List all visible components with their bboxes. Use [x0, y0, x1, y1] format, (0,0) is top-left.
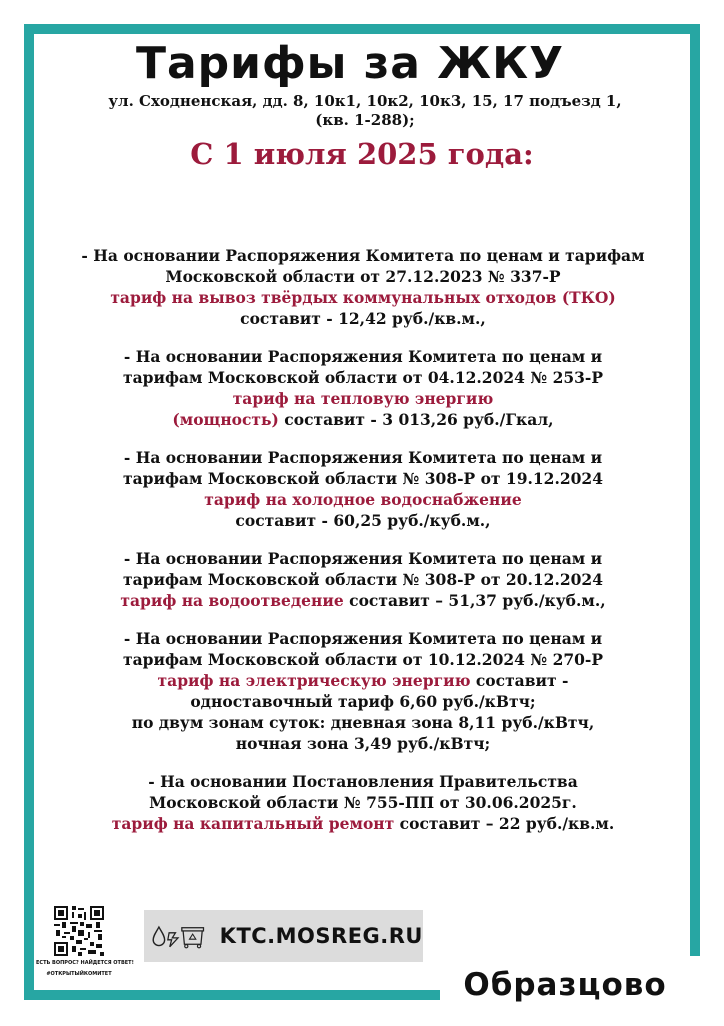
- tariff-name: тариф на водоотведение: [120, 591, 344, 610]
- tariff-value-line: [38, 670, 688, 691]
- tariff-name-cont: (мощность): [172, 410, 279, 429]
- tariff-line: Московской области от 27.12.2023 № 337-Р: [165, 267, 561, 286]
- address-line-2: (кв. 1-288);: [315, 111, 415, 129]
- tariff-heat: [38, 346, 688, 430]
- lightning-icon: [168, 933, 178, 947]
- qr-code-icon[interactable]: [54, 906, 104, 956]
- tariff-line: - На основании Распоряжения Комитета по ценам и: [123, 549, 603, 568]
- tariff-line: - На основании Распоряжения Комитета по ценам и: [123, 347, 603, 366]
- tariff-tko: [38, 245, 688, 329]
- tariff-line: тарифам Московской области № 308-Р от 19.12.2024: [122, 469, 604, 488]
- tariff-name: тариф на вывоз твёрдых коммунальных отходов (ТКО): [110, 288, 616, 307]
- tariff-cold-water: [38, 447, 688, 531]
- tariff-electricity: [38, 628, 688, 754]
- tariff-value: составит - 3 013,26 руб./Гкал,: [278, 410, 554, 429]
- site-url[interactable]: KTC.MOSREG.RU: [219, 924, 423, 948]
- tariff-line: Московской области № 755-ПП от 30.06.2025г.: [149, 793, 577, 812]
- tariff-value: одноставочный тариф 6,60 руб./кВтч;: [190, 692, 536, 711]
- water-drop-icon: [153, 927, 164, 945]
- tariff-line: - На основании Распоряжения Комитета по ценам и: [123, 629, 603, 648]
- tariff-value-line: [38, 813, 688, 834]
- tariff-line: тарифам Московской области от 10.12.2024 № 270-Р: [122, 650, 604, 669]
- qr-caption-1: ЕСТЬ ВОПРОС? НАЙДЕТСЯ ОТВЕТ!: [36, 960, 134, 966]
- tariff-value: ночная зона 3,49 руб./кВтч;: [235, 734, 491, 753]
- address: [80, 92, 650, 130]
- tariff-name: тариф на электрическую энергию: [157, 671, 471, 690]
- trash-bin-icon: [182, 928, 204, 948]
- tariff-value: составит - 12,42 руб./кв.м.,: [240, 309, 486, 328]
- tariff-capital-repair: [38, 771, 688, 834]
- tariff-value: по двум зонам суток: дневная зона 8,11 руб./кВтч,: [131, 713, 595, 732]
- tariff-name: тариф на капитальный ремонт: [111, 814, 395, 833]
- tariff-line: - На основании Постановления Правительства: [148, 772, 578, 791]
- place-name: Образцово: [463, 967, 667, 1003]
- qr-block: [36, 906, 134, 978]
- qr-caption-2: #ОТКРЫТЫЙКОМИТЕТ: [46, 971, 112, 977]
- tariff-sewage: [38, 548, 688, 611]
- tariffs-list: [38, 245, 688, 851]
- tariff-value: составит - 60,25 руб./куб.м.,: [235, 511, 491, 530]
- tariff-value-line: [38, 590, 688, 611]
- tariff-name: тариф на холодное водоснабжение: [204, 490, 522, 509]
- tariff-line: тарифам Московской области № 308-Р от 20.12.2024: [122, 570, 604, 589]
- tariff-name: тариф на тепловую энергию: [232, 389, 494, 408]
- address-line-1: ул. Сходненская, дд. 8, 10к1, 10к2, 10к3, 15, 17 подъезд 1,: [108, 92, 622, 110]
- site-banner[interactable]: [144, 910, 423, 962]
- tariff-value: составит – 51,37 руб./куб.м.,: [343, 591, 606, 610]
- tariff-line: - На основании Распоряжения Комитета по ценам и тарифам: [81, 246, 645, 265]
- utility-icons: [150, 915, 214, 957]
- page-title: Тарифы за ЖКУ: [135, 38, 565, 89]
- effective-date: С 1 июля 2025 года:: [190, 137, 534, 171]
- tariff-value-line: [38, 409, 688, 430]
- tariff-line: - На основании Распоряжения Комитета по ценам и: [123, 448, 603, 467]
- tariff-value: составит -: [470, 671, 569, 690]
- tariff-value: составит – 22 руб./кв.м.: [394, 814, 615, 833]
- tariff-line: тарифам Московской области от 04.12.2024 № 253-Р: [122, 368, 604, 387]
